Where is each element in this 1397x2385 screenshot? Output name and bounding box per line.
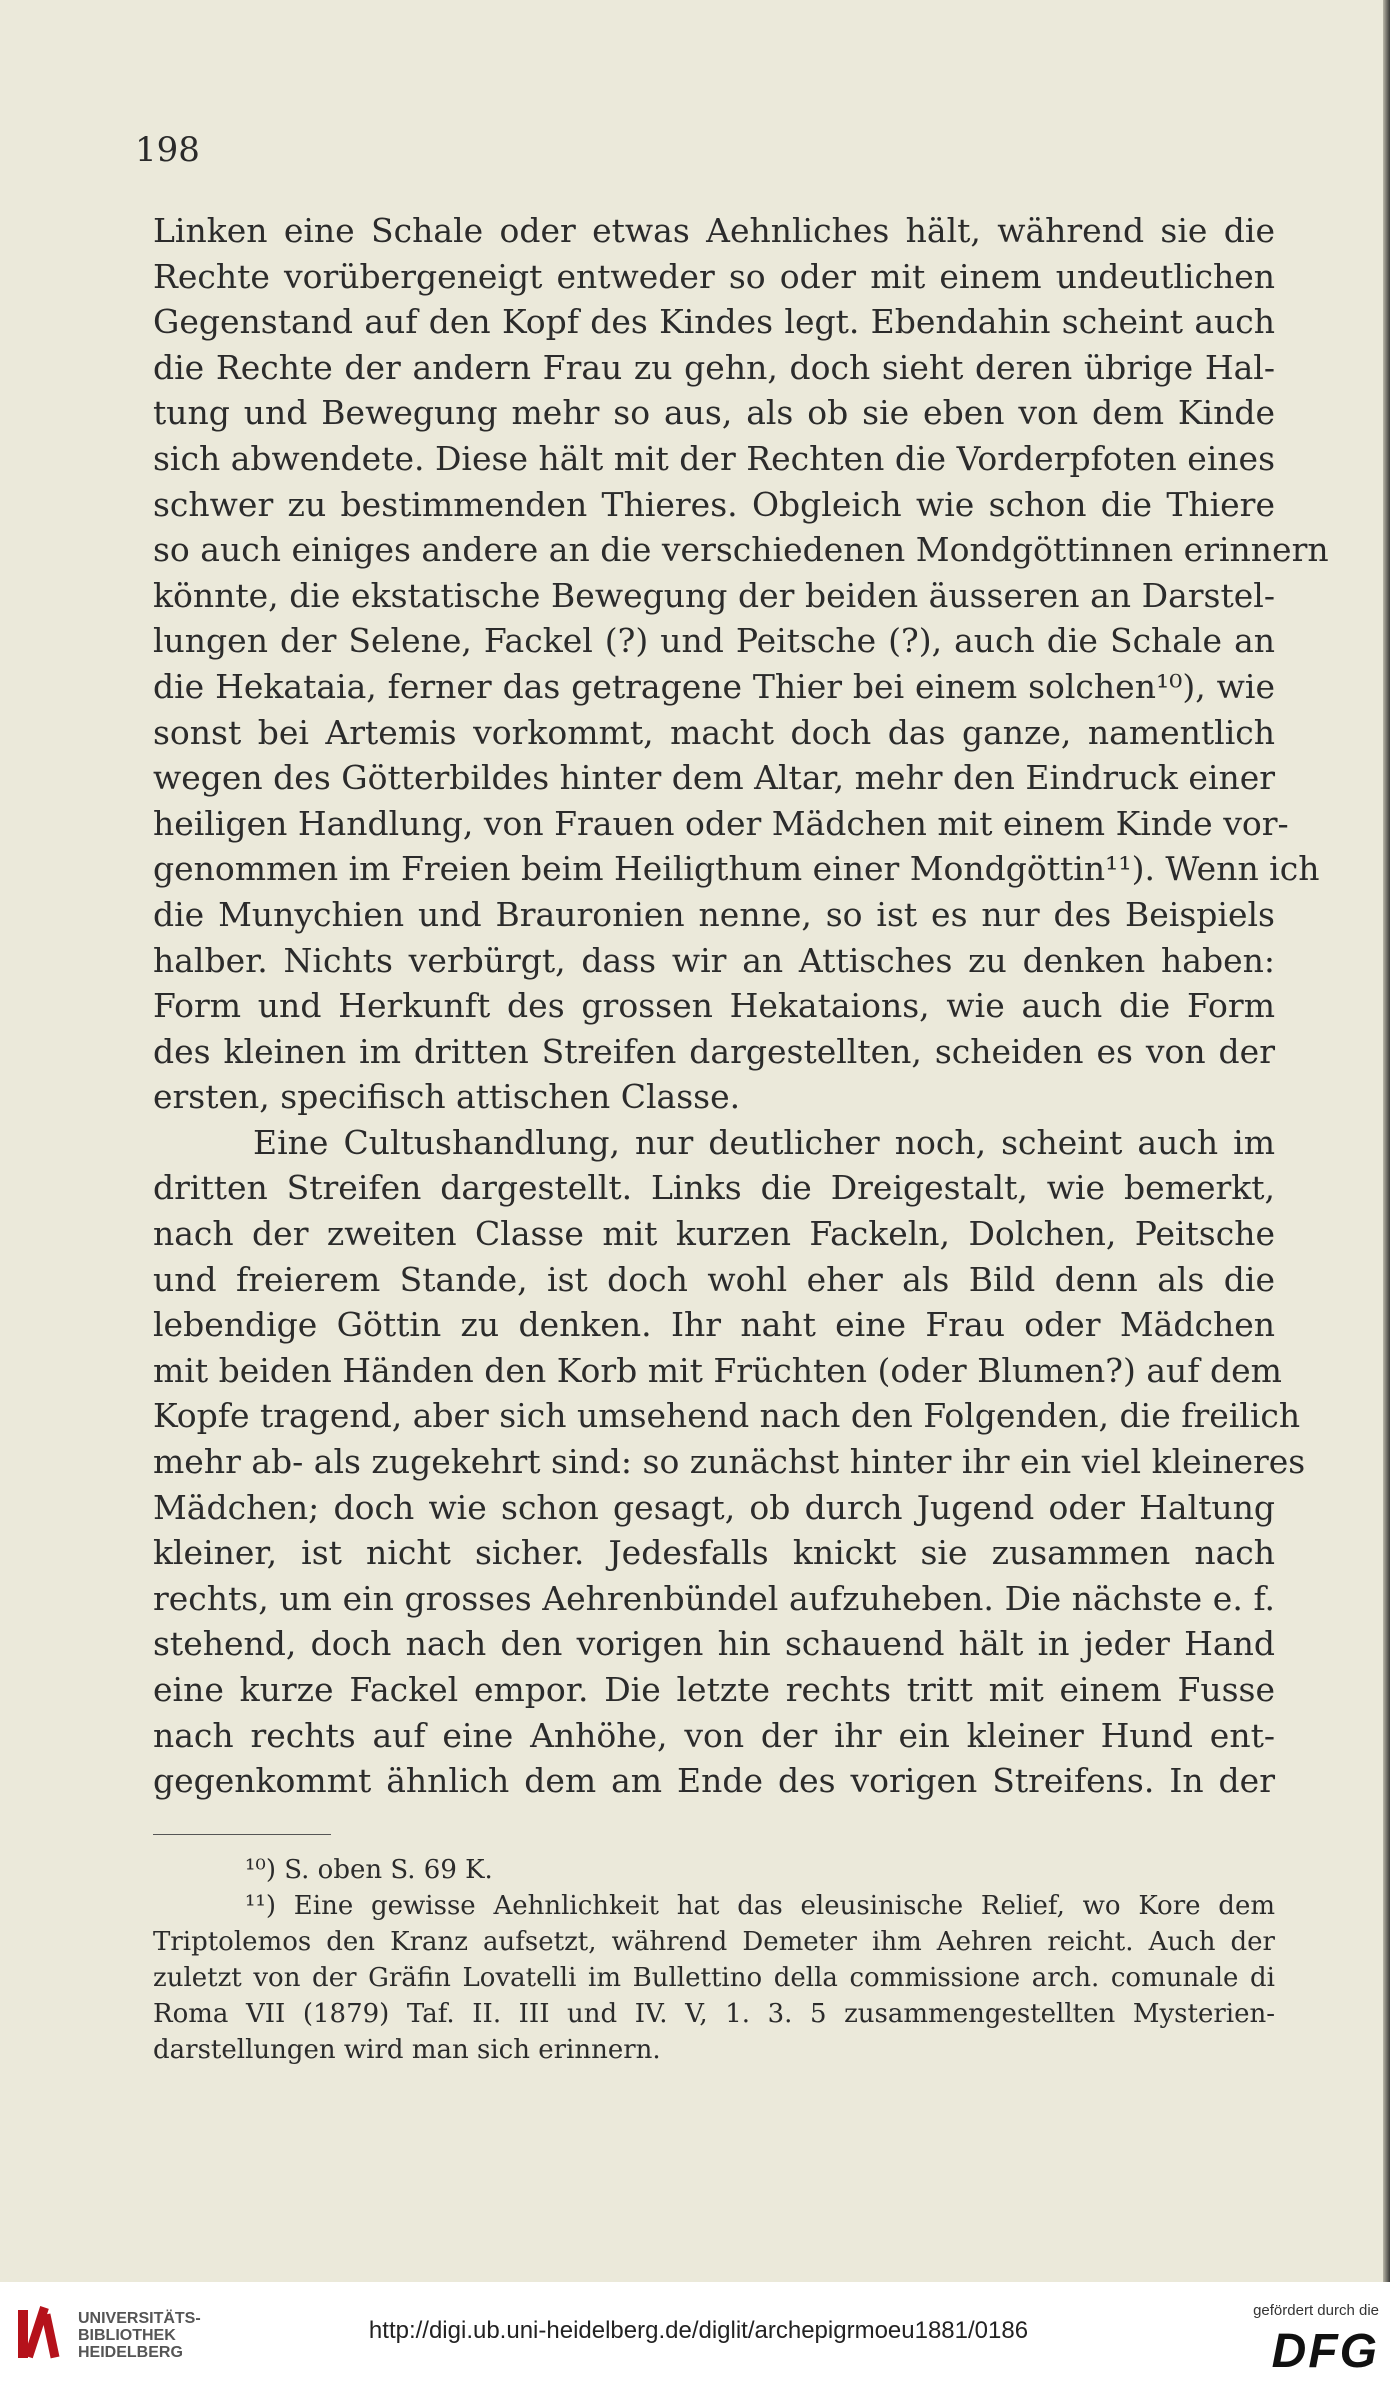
text-line: mit beiden Händen den Korb mit Früchten (oder Blumen?) auf dem (153, 1350, 1282, 1390)
text-line: die Rechte der andern Frau zu gehn, doch sieht deren übrige Hal- (153, 347, 1275, 387)
footer-bar (0, 2282, 1397, 2385)
text-line: wegen des Götterbildes hinter dem Altar, mehr den Eindruck einer (153, 758, 1276, 798)
text-line: dritten Streifen dargestellt. Links die Dreigestalt, wie bemerkt, (153, 1168, 1275, 1208)
footnote-line: zuletzt von der Gräfin Lovatelli im Bullettino della commissione arch. comunale di (153, 1963, 1275, 1993)
text-line: stehend, doch nach den vorigen hin schauend hält in jeder Hand (153, 1624, 1275, 1664)
text-line: sonst bei Artemis vorkommt, macht doch das ganze, namentlich (153, 712, 1275, 752)
dfg-logo: DFG (1271, 2325, 1379, 2378)
text-line: ersten, specifisch attischen Classe. (153, 1077, 741, 1117)
text-line: Form und Herkunft des grossen Hekataions, wie auch die Form (153, 986, 1275, 1026)
text-line: lebendige Göttin zu denken. Ihr naht eine Frau oder Mädchen (153, 1305, 1275, 1345)
text-line: nach der zweiten Classe mit kurzen Fackeln, Dolchen, Peitsche (153, 1214, 1275, 1254)
text-line: Eine Cultushandlung, nur deutlicher noch, scheint auch im (253, 1122, 1275, 1162)
text-line: eine kurze Fackel empor. Die letzte rechts tritt mit einem Fusse (153, 1670, 1275, 1709)
text-line: gegenkommt ähnlich dem am Ende des vorigen Streifens. In der (153, 1761, 1275, 1801)
text-line: mehr ab- als zugekehrt sind: so zunächst hinter ihr ein viel kleineres (153, 1442, 1306, 1482)
institution-line: BIBLIOTHEK (78, 2327, 176, 2344)
footnote-line: ¹¹) Eine gewisse Aehnlichkeit hat das eleusinische Relief, wo Kore dem (245, 1891, 1275, 1921)
text-line: Gegenstand auf den Kopf des Kindes legt. Ebendahin scheint auch (153, 302, 1275, 342)
text-line: des kleinen im dritten Streifen dargestellten, scheiden es von der (153, 1031, 1275, 1071)
footnote-line: darstellungen wird man sich erinnern. (153, 2035, 661, 2065)
text-line: und freierem Stande, ist doch wohl eher als Bild denn als die (153, 1259, 1275, 1299)
footnote-line: Roma VII (1879) Taf. II. III und IV. V, 1. 3. 5 zusammengestellten Mysterien- (153, 1999, 1275, 2029)
text-line: sich abwendete. Diese hält mit der Rechten die Vorderpfoten eines (153, 438, 1275, 478)
text-line: Kopfe tragend, aber sich umsehend nach den Folgenden, die freilich (153, 1396, 1301, 1436)
text-line: schwer zu bestimmenden Thieres. Obgleich wie schon die Thiere (153, 484, 1275, 524)
text-line: die Munychien und Brauronien nenne, so ist es nur des Beispiels (153, 894, 1275, 934)
text-line: Mädchen; doch wie schon gesagt, ob durch Jugend oder Haltung (153, 1487, 1275, 1527)
footnote-line: ¹⁰) S. oben S. 69 K. (245, 1855, 493, 1885)
text-line: lungen der Selene, Fackel (?) und Peitsche (?), auch die Schale an (153, 621, 1275, 661)
footnote-line: Triptolemos den Kranz aufsetzt, während Demeter ihm Aehren reicht. Auch der (153, 1927, 1275, 1957)
page-number: 198 (135, 130, 200, 170)
footnote-divider (153, 1834, 331, 1835)
footnotes (153, 1852, 1275, 2068)
text-line: halber. Nichts verbürgt, dass wir an Attisches zu denken haben: (153, 940, 1275, 980)
text-line: die Hekataia, ferner das getragene Thier bei einem solchen¹⁰), wie (153, 666, 1275, 706)
text-line: Rechte vorübergeneigt entweder so oder mit einem undeutlichen (153, 256, 1275, 296)
text-line: so auch einiges andere an die verschiedenen Mondgöttinnen erinnern (153, 530, 1329, 570)
text-line: könnte, die ekstatische Bewegung der beiden äusseren an Darstel- (153, 575, 1275, 615)
text-line: Linken eine Schale oder etwas Aehnliches hält, während sie die (153, 211, 1275, 250)
text-line: heiligen Handlung, von Frauen oder Mädchen mit einem Kinde vor- (153, 803, 1289, 843)
page-edge-shadow (1383, 0, 1390, 2282)
text-line: kleiner, ist nicht sicher. Jedesfalls knickt sie zusammen nach (153, 1533, 1275, 1573)
text-line: tung und Bewegung mehr so aus, als ob sie eben von dem Kinde (153, 393, 1275, 433)
institution-line: HEIDELBERG (78, 2344, 183, 2361)
permalink-url[interactable]: http://digi.ub.uni-heidelberg.de/diglit/archepigrmoeu1881/0186 (368, 2317, 1029, 2344)
text-line: genommen im Freien beim Heiligthum einer Mondgöttin¹¹). Wenn ich (153, 849, 1320, 889)
body-text (153, 208, 1329, 1804)
text-line: nach rechts auf eine Anhöhe, von der ihr ein kleiner Hund ent- (153, 1715, 1275, 1755)
text-line: rechts, um ein grosses Aehrenbündel aufzuheben. Die nächste e. f. (153, 1578, 1275, 1618)
funded-by-label: gefördert durch die (1253, 2302, 1379, 2319)
institution-line: UNIVERSITÄTS- (78, 2310, 201, 2327)
